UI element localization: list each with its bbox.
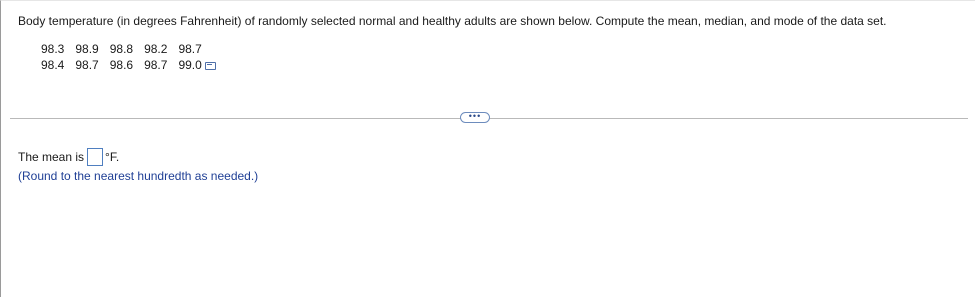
table-cell: 98.8 xyxy=(109,42,134,56)
answer-unit: °F. xyxy=(105,150,120,164)
mean-answer-input[interactable] xyxy=(87,148,103,166)
table-cell: 98.4 xyxy=(41,58,65,72)
table-row xyxy=(41,41,227,57)
table-cell: 98.7 xyxy=(75,58,99,72)
table-cell-value: 99.0 xyxy=(178,58,202,72)
question-text: Body temperature (in degrees Fahrenheit) of randomly selected normal and healthy adults are shown below. Compute the mean, median, and mode of the data set. xyxy=(18,14,887,28)
rounding-instruction: (Round to the nearest hundredth as needed.) xyxy=(18,169,259,183)
answer-line xyxy=(18,148,119,166)
more-options-button[interactable]: ••• xyxy=(460,112,490,123)
answer-prefix: The mean is xyxy=(18,150,85,164)
table-cell: 98.7 xyxy=(144,58,168,72)
copy-data-icon[interactable] xyxy=(205,62,216,70)
data-table xyxy=(41,41,227,73)
table-cell: 98.3 xyxy=(41,42,65,56)
table-row xyxy=(41,57,227,73)
table-cell: 98.7 xyxy=(178,42,202,56)
table-cell: 98.2 xyxy=(144,42,168,56)
table-cell: 98.9 xyxy=(75,42,99,56)
table-cell: 98.6 xyxy=(109,58,134,72)
table-cell-last xyxy=(178,57,226,73)
